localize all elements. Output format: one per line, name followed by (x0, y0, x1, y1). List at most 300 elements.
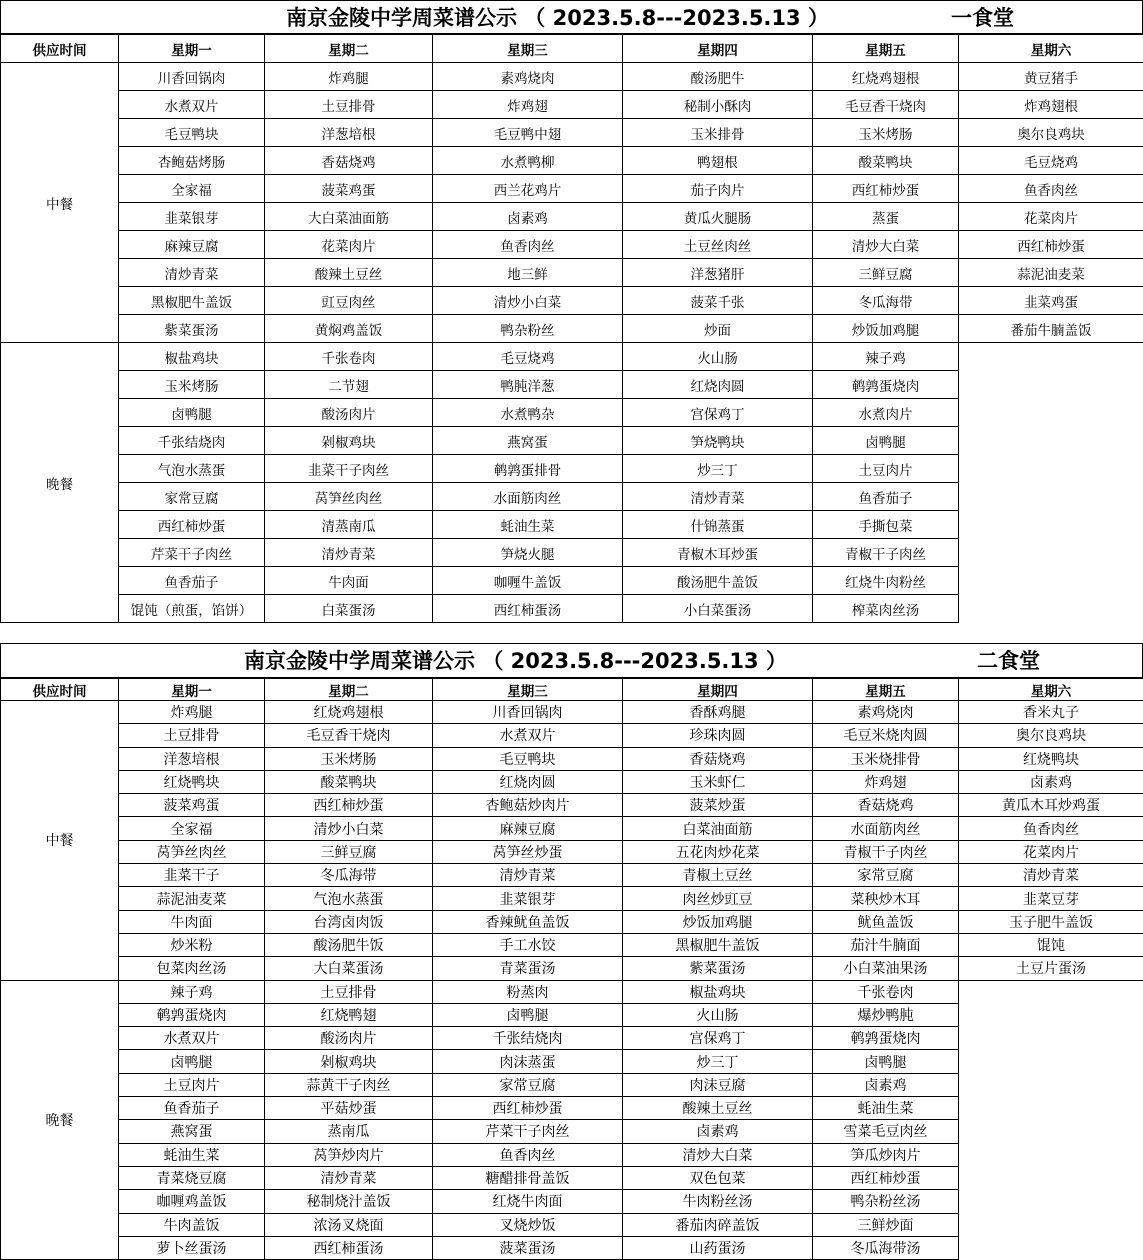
dish-cell: 蒜黄干子肉丝 (265, 1073, 433, 1096)
dish-cell: 青椒干子肉丝 (813, 539, 959, 567)
dish-cell (959, 511, 1143, 539)
dish-cell: 千张卷肉 (813, 980, 959, 1003)
menu-block-canteen-1 (0, 0, 1143, 623)
dish-cell: 红烧肉圆 (433, 770, 623, 793)
dish-cell: 玉米烧排骨 (813, 747, 959, 770)
dish-cell: 榨菜肉丝汤 (813, 595, 959, 623)
header-day: 星期二 (265, 679, 433, 701)
dish-cell: 土豆排骨 (265, 980, 433, 1003)
dish-cell: 水面筋肉丝 (813, 817, 959, 840)
dish-cell: 平菇炒蛋 (265, 1097, 433, 1120)
dish-cell: 鸭翅根 (623, 147, 813, 175)
header-day: 星期五 (813, 35, 959, 63)
dish-cell: 清炒青菜 (265, 539, 433, 567)
dish-cell: 辣子鸡 (813, 343, 959, 371)
table-row (1, 887, 1143, 910)
table-row (1, 91, 1143, 119)
dish-cell: 土豆排骨 (119, 724, 265, 747)
dish-cell: 花菜肉片 (959, 203, 1143, 231)
dish-cell: 酸菜鸭块 (265, 770, 433, 793)
dish-cell: 鱼香茄子 (119, 1097, 265, 1120)
dish-cell (959, 1073, 1143, 1096)
dish-cell: 酸汤肥牛盖饭 (623, 567, 813, 595)
dish-cell: 香菇烧鸡 (813, 794, 959, 817)
dish-cell: 牛肉面 (265, 567, 433, 595)
dish-cell: 剁椒鸡块 (265, 427, 433, 455)
table-row (1, 1050, 1143, 1073)
dish-cell: 炒三丁 (623, 1050, 813, 1073)
dish-cell: 菠菜蛋汤 (433, 1236, 623, 1259)
dish-cell: 莴笋丝肉丝 (265, 483, 433, 511)
dish-cell (959, 1190, 1143, 1213)
dish-cell: 香米丸子 (959, 701, 1143, 724)
dish-cell: 杏鲍菇炒肉片 (433, 794, 623, 817)
dish-cell: 水煮肉片 (813, 399, 959, 427)
dish-cell (959, 1213, 1143, 1236)
table-row (1, 1213, 1143, 1236)
dinner-label: 晚餐 (1, 980, 119, 1260)
header-day: 星期五 (813, 679, 959, 701)
dish-cell: 炸鸡翅 (433, 91, 623, 119)
dish-cell: 笋瓜炒肉片 (813, 1143, 959, 1166)
table-row (1, 980, 1143, 1003)
dish-cell: 浓汤叉烧面 (265, 1213, 433, 1236)
table-row (1, 483, 1143, 511)
dish-cell: 鹌鹑蛋排骨 (433, 455, 623, 483)
title-row (0, 0, 1143, 34)
dish-cell: 玉米虾仁 (623, 770, 813, 793)
dish-cell: 小白菜蛋汤 (623, 595, 813, 623)
header-supply-time: 供应时间 (1, 35, 119, 63)
dish-cell: 菠菜鸡蛋 (119, 794, 265, 817)
menu-table (0, 678, 1143, 1260)
dish-cell: 红烧牛肉面 (433, 1190, 623, 1213)
table-row (1, 231, 1143, 259)
lunch-label: 中餐 (1, 63, 119, 343)
dish-cell: 酸辣土豆丝 (623, 1097, 813, 1120)
dish-cell: 鸭杂粉丝汤 (813, 1190, 959, 1213)
dish-cell: 豇豆肉丝 (265, 287, 433, 315)
dish-cell: 清炒大白菜 (813, 231, 959, 259)
dish-cell: 酸辣土豆丝 (265, 259, 433, 287)
dish-cell: 馄饨（煎蛋，馅饼） (119, 595, 265, 623)
dish-cell: 大白菜油面筋 (265, 203, 433, 231)
table-row (1, 1190, 1143, 1213)
dish-cell: 番茄牛腩盖饭 (959, 315, 1143, 343)
dish-cell: 蒸南瓜 (265, 1120, 433, 1143)
dish-cell: 紫菜蛋汤 (623, 957, 813, 980)
dish-cell: 千张卷肉 (265, 343, 433, 371)
dish-cell: 玉米排骨 (623, 119, 813, 147)
dish-cell: 蒜泥油麦菜 (119, 887, 265, 910)
dish-cell: 青椒干子肉丝 (813, 840, 959, 863)
dish-cell: 卤鸭腿 (813, 1050, 959, 1073)
dish-cell: 黄豆猪手 (959, 63, 1143, 91)
dish-cell (959, 371, 1143, 399)
dish-cell (959, 399, 1143, 427)
dish-cell: 洋葱培根 (119, 747, 265, 770)
dish-cell: 咖喱牛盖饭 (433, 567, 623, 595)
dish-cell: 西兰花鸡片 (433, 175, 623, 203)
dish-cell: 清炒青菜 (119, 259, 265, 287)
dish-cell: 手工水饺 (433, 933, 623, 956)
table-row (1, 203, 1143, 231)
dish-cell: 青椒木耳炒蛋 (623, 539, 813, 567)
block-separator (0, 624, 1143, 643)
dish-cell: 鹌鹑蛋烧肉 (813, 1027, 959, 1050)
dish-cell: 家常豆腐 (433, 1073, 623, 1096)
page-title: 南京金陵中学周菜谱公示 （ 2023.5.8---2023.5.13 ） (244, 644, 787, 678)
header-day: 星期三 (433, 679, 623, 701)
dish-cell: 香菇烧鸡 (265, 147, 433, 175)
dish-cell: 香辣鱿鱼盖饭 (433, 910, 623, 933)
dish-cell: 西红柿炒蛋 (119, 511, 265, 539)
dish-cell: 莴笋炒肉片 (265, 1143, 433, 1166)
dish-cell: 卤素鸡 (959, 770, 1143, 793)
table-row (1, 1236, 1143, 1259)
dish-cell (959, 980, 1143, 1003)
dish-cell: 炒饭加鸡腿 (623, 910, 813, 933)
dish-cell (959, 1097, 1143, 1120)
dish-cell (959, 567, 1143, 595)
dish-cell: 小白菜油果汤 (813, 957, 959, 980)
menu-block-canteen-2 (0, 643, 1143, 1260)
dish-cell: 糖醋排骨盖饭 (433, 1166, 623, 1189)
dish-cell: 清炒青菜 (433, 864, 623, 887)
dish-cell: 卤素鸡 (813, 1073, 959, 1096)
dish-cell: 毛豆鸭块 (119, 119, 265, 147)
dish-cell (959, 595, 1143, 623)
dish-cell: 洋葱培根 (265, 119, 433, 147)
dish-cell: 水煮双片 (433, 724, 623, 747)
dish-cell: 青椒土豆丝 (623, 864, 813, 887)
dish-cell: 珍珠肉圆 (623, 724, 813, 747)
dish-cell: 三鲜豆腐 (265, 840, 433, 863)
dish-cell: 秘制烧汁盖饭 (265, 1190, 433, 1213)
dish-cell: 椒盐鸡块 (119, 343, 265, 371)
dish-cell: 清炒小白菜 (265, 817, 433, 840)
dish-cell: 五花肉炒花菜 (623, 840, 813, 863)
dinner-label: 晚餐 (1, 343, 119, 623)
dish-cell: 冬瓜海带 (265, 864, 433, 887)
dish-cell: 笋烧鸭块 (623, 427, 813, 455)
dish-cell: 香酥鸡腿 (623, 701, 813, 724)
dish-cell (959, 1143, 1143, 1166)
header-row (1, 35, 1143, 63)
table-row (1, 794, 1143, 817)
dish-cell (959, 455, 1143, 483)
dish-cell: 卤素鸡 (623, 1120, 813, 1143)
table-row (1, 747, 1143, 770)
dish-cell: 西红柿炒蛋 (433, 1097, 623, 1120)
dish-cell (959, 1050, 1143, 1073)
table-row (1, 817, 1143, 840)
table-row (1, 511, 1143, 539)
table-row (1, 957, 1143, 980)
canteen-name: 二食堂 (977, 644, 1040, 678)
dish-cell: 芹菜干子肉丝 (433, 1120, 623, 1143)
dish-cell: 炸鸡翅根 (959, 91, 1143, 119)
dish-cell (959, 343, 1143, 371)
dish-cell: 蒜泥油麦菜 (959, 259, 1143, 287)
dish-cell: 西红柿蛋汤 (433, 595, 623, 623)
dish-cell: 毛豆烧鸡 (433, 343, 623, 371)
table-row (1, 724, 1143, 747)
dish-cell: 黄焖鸡盖饭 (265, 315, 433, 343)
dish-cell: 黑椒肥牛盖饭 (623, 933, 813, 956)
dish-cell: 卤鸭腿 (433, 1003, 623, 1026)
dish-cell: 川香回锅肉 (119, 63, 265, 91)
dish-cell (959, 1120, 1143, 1143)
dish-cell: 菠菜千张 (623, 287, 813, 315)
dish-cell: 炸鸡腿 (265, 63, 433, 91)
dish-cell: 酸汤肥牛饭 (265, 933, 433, 956)
dish-cell: 鱼香茄子 (813, 483, 959, 511)
dish-cell: 宫保鸡丁 (623, 399, 813, 427)
dish-cell: 山药蛋汤 (623, 1236, 813, 1259)
dish-cell: 水煮鸭柳 (433, 147, 623, 175)
dish-cell: 气泡水蒸蛋 (265, 887, 433, 910)
dish-cell: 酸汤肉片 (265, 399, 433, 427)
dish-cell: 水煮双片 (119, 1027, 265, 1050)
table-row (1, 1097, 1143, 1120)
dish-cell: 毛豆鸭中翅 (433, 119, 623, 147)
header-day: 星期一 (119, 679, 265, 701)
table-row (1, 175, 1143, 203)
dish-cell: 清炒大白菜 (623, 1143, 813, 1166)
table-row (1, 933, 1143, 956)
table-row (1, 1073, 1143, 1096)
dish-cell: 番茄肉碎盖饭 (623, 1213, 813, 1236)
dish-cell: 卤鸭腿 (119, 399, 265, 427)
dish-cell: 素鸡烧肉 (433, 63, 623, 91)
dish-cell: 馄饨 (959, 933, 1143, 956)
table-row (1, 864, 1143, 887)
dish-cell: 酸菜鸭块 (813, 147, 959, 175)
dish-cell: 红烧鸡翅根 (265, 701, 433, 724)
header-day: 星期三 (433, 35, 623, 63)
dish-cell: 雪菜毛豆肉丝 (813, 1120, 959, 1143)
dish-cell: 黄瓜火腿肠 (623, 203, 813, 231)
table-row (1, 1027, 1143, 1050)
table-row (1, 427, 1143, 455)
dish-cell: 土豆丝肉丝 (623, 231, 813, 259)
dish-cell: 玉米烤肠 (813, 119, 959, 147)
dish-cell: 清炒青菜 (265, 1166, 433, 1189)
dish-cell: 炒三丁 (623, 455, 813, 483)
dish-cell: 土豆肉片 (119, 1073, 265, 1096)
dish-cell: 韭菜鸡蛋 (959, 287, 1143, 315)
dish-cell: 咖喱鸡盖饭 (119, 1190, 265, 1213)
table-row (1, 770, 1143, 793)
dish-cell: 花菜肉片 (959, 840, 1143, 863)
dish-cell: 毛豆鸭块 (433, 747, 623, 770)
header-day: 星期四 (623, 679, 813, 701)
dish-cell: 菜秧炒木耳 (813, 887, 959, 910)
dish-cell: 玉米烤肠 (265, 747, 433, 770)
dish-cell: 杏鲍菇烤肠 (119, 147, 265, 175)
dish-cell: 鸭肫洋葱 (433, 371, 623, 399)
dish-cell: 白菜油面筋 (623, 817, 813, 840)
dish-cell: 鸭杂粉丝 (433, 315, 623, 343)
dish-cell: 韭菜干子 (119, 864, 265, 887)
dish-cell: 毛豆香干烧肉 (265, 724, 433, 747)
page-title: 南京金陵中学周菜谱公示 （ 2023.5.8---2023.5.13 ） (286, 1, 829, 35)
dish-cell: 玉米烤肠 (119, 371, 265, 399)
dish-cell: 青菜烧豆腐 (119, 1166, 265, 1189)
dish-cell: 水面筋肉丝 (433, 483, 623, 511)
dish-cell (959, 1027, 1143, 1050)
dish-cell: 鱼香肉丝 (433, 231, 623, 259)
dish-cell: 青菜蛋汤 (433, 957, 623, 980)
dish-cell: 蚝油生菜 (813, 1097, 959, 1120)
title-row (0, 643, 1143, 678)
dish-cell: 笋烧火腿 (433, 539, 623, 567)
dish-cell: 西红柿炒蛋 (813, 175, 959, 203)
dish-cell: 奥尔良鸡块 (959, 724, 1143, 747)
dish-cell: 黑椒肥牛盖饭 (119, 287, 265, 315)
dish-cell: 蚝油生菜 (433, 511, 623, 539)
dish-cell: 西红柿炒蛋 (959, 231, 1143, 259)
dish-cell: 红烧肉圆 (623, 371, 813, 399)
dish-cell: 菠菜鸡蛋 (265, 175, 433, 203)
dish-cell: 三鲜豆腐 (813, 259, 959, 287)
dish-cell: 白菜蛋汤 (265, 595, 433, 623)
dish-cell: 玉子肥牛盖饭 (959, 910, 1143, 933)
table-row (1, 1143, 1143, 1166)
dish-cell: 火山肠 (623, 343, 813, 371)
dish-cell: 鹌鹑蛋烧肉 (813, 371, 959, 399)
dish-cell: 土豆片蛋汤 (959, 957, 1143, 980)
dish-cell (959, 1166, 1143, 1189)
dish-cell: 燕窝蛋 (433, 427, 623, 455)
dish-cell: 土豆排骨 (265, 91, 433, 119)
dish-cell: 麻辣豆腐 (119, 231, 265, 259)
dish-cell: 炒饭加鸡腿 (813, 315, 959, 343)
dish-cell: 爆炒鸭肫 (813, 1003, 959, 1026)
dish-cell: 包菜肉丝汤 (119, 957, 265, 980)
dish-cell: 炸鸡腿 (119, 701, 265, 724)
dish-cell: 清炒青菜 (959, 864, 1143, 887)
dish-cell: 花菜肉片 (265, 231, 433, 259)
dish-cell: 韭菜豆芽 (959, 887, 1143, 910)
table-row (1, 63, 1143, 91)
dish-cell: 牛肉面 (119, 910, 265, 933)
dish-cell: 粉蒸肉 (433, 980, 623, 1003)
dish-cell: 炸鸡翅 (813, 770, 959, 793)
dish-cell: 蒸蛋 (813, 203, 959, 231)
dish-cell: 鱼香茄子 (119, 567, 265, 595)
table-row (1, 119, 1143, 147)
dish-cell: 肉沫豆腐 (623, 1073, 813, 1096)
header-day: 星期六 (959, 35, 1143, 63)
table-row (1, 343, 1143, 371)
dish-cell: 洋葱猪肝 (623, 259, 813, 287)
menu-table (0, 34, 1143, 623)
table-row (1, 371, 1143, 399)
dish-cell: 鱼香肉丝 (959, 175, 1143, 203)
table-row (1, 1120, 1143, 1143)
table-row (1, 455, 1143, 483)
table-row (1, 315, 1143, 343)
dish-cell: 鱼香肉丝 (959, 817, 1143, 840)
dish-cell (959, 539, 1143, 567)
dish-cell: 酸汤肉片 (265, 1027, 433, 1050)
dish-cell: 莴笋丝肉丝 (119, 840, 265, 863)
dish-cell: 奥尔良鸡块 (959, 119, 1143, 147)
dish-cell: 黄瓜木耳炒鸡蛋 (959, 794, 1143, 817)
dish-cell: 牛肉粉丝汤 (623, 1190, 813, 1213)
dish-cell: 气泡水蒸蛋 (119, 455, 265, 483)
header-day: 星期六 (959, 679, 1143, 701)
dish-cell: 红烧鸡翅根 (813, 63, 959, 91)
dish-cell: 台湾卤肉饭 (265, 910, 433, 933)
dish-cell: 秘制小酥肉 (623, 91, 813, 119)
table-row (1, 910, 1143, 933)
dish-cell: 椒盐鸡块 (623, 980, 813, 1003)
table-row (1, 259, 1143, 287)
dish-cell: 全家福 (119, 175, 265, 203)
dish-cell (959, 483, 1143, 511)
dish-cell: 茄子肉片 (623, 175, 813, 203)
dish-cell: 红烧鸭块 (119, 770, 265, 793)
table-row (1, 840, 1143, 863)
dish-cell: 冬瓜海带 (813, 287, 959, 315)
dish-cell: 手撕包菜 (813, 511, 959, 539)
dish-cell: 清炒青菜 (623, 483, 813, 511)
table-row (1, 147, 1143, 175)
table-row (1, 539, 1143, 567)
table-row (1, 595, 1143, 623)
dish-cell: 冬瓜海带汤 (813, 1236, 959, 1259)
dish-cell: 麻辣豆腐 (433, 817, 623, 840)
dish-cell: 韭菜干子肉丝 (265, 455, 433, 483)
dish-cell: 火山肠 (623, 1003, 813, 1026)
header-row (1, 679, 1143, 701)
table-row (1, 701, 1143, 724)
dish-cell (959, 1236, 1143, 1259)
dish-cell: 剁椒鸡块 (265, 1050, 433, 1073)
dish-cell: 家常豆腐 (119, 483, 265, 511)
dish-cell: 红烧牛肉粉丝 (813, 567, 959, 595)
dish-cell: 双色包菜 (623, 1166, 813, 1189)
dish-cell: 辣子鸡 (119, 980, 265, 1003)
dish-cell: 水煮双片 (119, 91, 265, 119)
dish-cell: 毛豆烧鸡 (959, 147, 1143, 175)
dish-cell: 家常豆腐 (813, 864, 959, 887)
dish-cell: 韭菜银芽 (119, 203, 265, 231)
header-day: 星期四 (623, 35, 813, 63)
dish-cell: 芹菜干子肉丝 (119, 539, 265, 567)
dish-cell: 莴笋丝炒蛋 (433, 840, 623, 863)
dish-cell: 水煮鸭杂 (433, 399, 623, 427)
dish-cell: 大白菜蛋汤 (265, 957, 433, 980)
dish-cell: 卤鸭腿 (119, 1050, 265, 1073)
dish-cell: 毛豆香干烧肉 (813, 91, 959, 119)
dish-cell: 鹌鹑蛋烧肉 (119, 1003, 265, 1026)
dish-cell: 三鲜炒面 (813, 1213, 959, 1236)
dish-cell: 西红柿蛋汤 (265, 1236, 433, 1259)
dish-cell: 西红柿炒蛋 (813, 1166, 959, 1189)
dish-cell: 全家福 (119, 817, 265, 840)
dish-cell: 川香回锅肉 (433, 701, 623, 724)
dish-cell: 酸汤肥牛 (623, 63, 813, 91)
dish-cell: 菠菜炒蛋 (623, 794, 813, 817)
dish-cell: 宫保鸡丁 (623, 1027, 813, 1050)
dish-cell: 紫菜蛋汤 (119, 315, 265, 343)
dish-cell: 韭菜银芽 (433, 887, 623, 910)
dish-cell: 毛豆米烧肉圆 (813, 724, 959, 747)
